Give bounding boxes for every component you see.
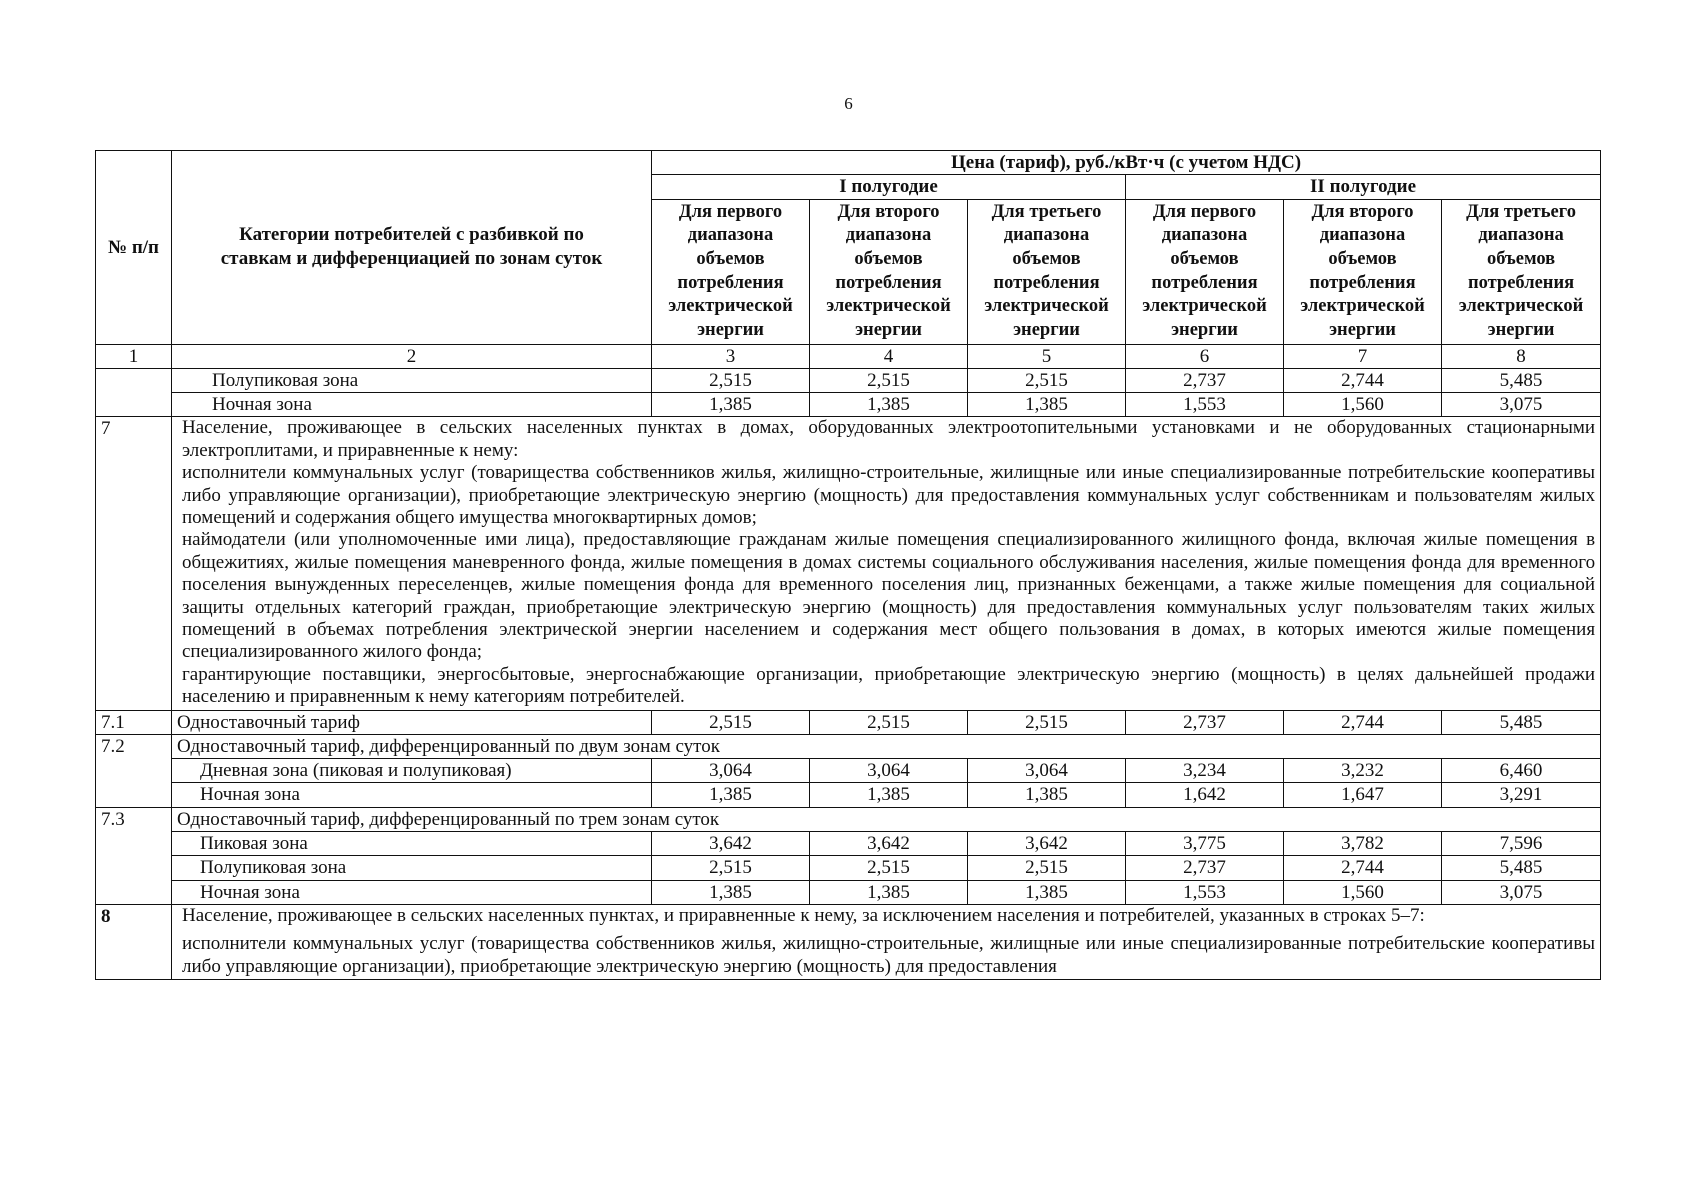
col-num-5: 5 [968,344,1126,368]
value-cell: 2,515 [968,710,1126,734]
value-cell: 1,385 [652,880,810,904]
value-cell: 2,515 [810,368,968,392]
table-row [96,368,1601,392]
header-range-4: Для первого диапазона объемов потребления электрической энергии [1126,199,1284,344]
row-label: Одноставочный тариф, дифференцированный по трем зонам суток [172,807,1601,831]
value-cell: 3,234 [1126,759,1284,783]
value-cell: 2,737 [1126,710,1284,734]
value-cell: 3,642 [810,831,968,855]
value-cell: 1,385 [652,783,810,807]
row-label: Полупиковая зона [172,856,652,880]
value-cell: 1,385 [810,783,968,807]
row-label: Ночная зона [172,880,652,904]
value-cell: 2,515 [968,368,1126,392]
value-cell: 1,560 [1284,880,1442,904]
table-row [96,856,1601,880]
table-row [96,831,1601,855]
value-cell: 2,515 [968,856,1126,880]
header-range-6: Для третьего диапазона объемов потребления электрической энергии [1442,199,1601,344]
paragraph: Население, проживающее в сельских населенных пунктах, и приравненные к нему, за исключением населения и потребителей, указанных в строках 5–7: [182,904,1425,926]
header-range-5: Для второго диапазона объемов потребления электрической энергии [1284,199,1442,344]
value-cell: 2,737 [1126,856,1284,880]
table-row [96,393,1601,417]
table-row [96,880,1601,904]
value-cell: 1,560 [1284,393,1442,417]
row-label: Одноставочный тариф, дифференцированный по двум зонам суток [172,734,1601,758]
header-no: № п/п [96,151,172,345]
value-cell: 2,515 [652,710,810,734]
table-row [96,783,1601,807]
value-cell: 3,064 [810,759,968,783]
row-label: Одноставочный тариф [172,710,652,734]
table-row [96,710,1601,734]
paragraph: гарантирующие поставщики, энергосбытовые, энергоснабжающие организации, приобретающие электрическую энергию (мощность) в целях дальнейшей продажи населению и приравненным к нему категориям потребителей. [182,663,1596,708]
col-num-8: 8 [1442,344,1601,368]
header-price: Цена (тариф), руб./кВт·ч (с учетом НДС) [652,151,1601,175]
table-row [96,807,1601,831]
value-cell: 3,642 [652,831,810,855]
value-cell: 7,596 [1442,831,1601,855]
row-label: Ночная зона [172,783,652,807]
value-cell: 1,642 [1126,783,1284,807]
col-num-6: 6 [1126,344,1284,368]
header-half2: II полугодие [1126,175,1601,199]
col-num-7: 7 [1284,344,1442,368]
value-cell: 1,647 [1284,783,1442,807]
table-row [96,759,1601,783]
value-cell: 2,515 [810,856,968,880]
value-cell: 5,485 [1442,368,1601,392]
header-range-2: Для второго диапазона объемов потребления электрической энергии [810,199,968,344]
value-cell: 5,485 [1442,856,1601,880]
row-number: 7 [96,417,172,710]
row-label: Ночная зона [172,393,652,417]
value-cell: 1,385 [810,393,968,417]
section-7-row [96,417,1601,710]
value-cell: 2,515 [652,368,810,392]
value-cell: 3,075 [1442,393,1601,417]
value-cell: 2,744 [1284,856,1442,880]
col-num-3: 3 [652,344,810,368]
header-category: Категории потребителей с разбивкой по ставкам и дифференциацией по зонам суток [172,151,652,345]
page-number: 6 [844,94,853,113]
value-cell: 2,515 [652,856,810,880]
paragraph: наймодатели (или уполномоченные ими лица), предоставляющие гражданам жилые помещения специализированного жилищного фонда, включая жилые помещения в общежитиях, жилые помещения маневренного фонда, жилые помещения в домах системы социального обслуживания населения, жилые помещения фонда для временного поселения вынужденных переселенцев, жилые помещения фонда для временного поселения лиц, признанных беженцами, а также жилые помещения для социальной защиты отдельных категорий граждан, приобретающие электрическую энергию (мощность) для предоставления коммунальных услуг пользователям таких жилых помещений в объемах потребления электрической энергии населением и содержания мест общего пользования в домах, в которых имеются жилые помещения специализированного жилого фонда; [182,529,1596,663]
col-num-4: 4 [810,344,968,368]
row-label: Пиковая зона [172,831,652,855]
paragraph: исполнители коммунальных услуг (товарищества собственников жилья, жилищно-строительные, жилищные или иные специализированные потребительские кооперативы либо управляющие организации), приобретающие электрическую энергию (мощность) для предоставления коммунальных услуг собственникам и пользователям жилых помещений и содержания общего имущества многоквартирных домов; [182,462,1596,528]
value-cell: 2,744 [1284,710,1442,734]
row-number: 7.2 [96,734,172,807]
section-8-text [172,904,1601,979]
header-range-1: Для первого диапазона объемов потребления электрической энергии [652,199,810,344]
value-cell: 1,553 [1126,880,1284,904]
value-cell: 2,515 [810,710,968,734]
row-number: 7.1 [96,710,172,734]
value-cell: 1,385 [652,393,810,417]
row-label: Полупиковая зона [172,368,652,392]
section-7-text [172,417,1601,710]
value-cell: 3,064 [652,759,810,783]
value-cell: 3,642 [968,831,1126,855]
table-row [96,734,1601,758]
value-cell: 6,460 [1442,759,1601,783]
value-cell: 3,064 [968,759,1126,783]
row-number: 8 [96,904,172,979]
value-cell: 5,485 [1442,710,1601,734]
col-num-2: 2 [172,344,652,368]
value-cell: 1,385 [810,880,968,904]
value-cell: 1,385 [968,783,1126,807]
row-label: Дневная зона (пиковая и полупиковая) [172,759,652,783]
value-cell: 3,232 [1284,759,1442,783]
section-8-row [96,904,1601,979]
col-num-1: 1 [96,344,172,368]
value-cell: 1,553 [1126,393,1284,417]
value-cell: 1,385 [968,393,1126,417]
header-range-3: Для третьего диапазона объемов потребления электрической энергии [968,199,1126,344]
value-cell: 3,291 [1442,783,1601,807]
value-cell: 3,782 [1284,831,1442,855]
tariff-table [95,150,1601,980]
paragraph: Население, проживающее в сельских населенных пунктах в домах, оборудованных электроотопительными установками и не оборудованных стационарными электроплитами, и приравненные к нему: [182,417,1596,461]
row-number: 7.3 [96,807,172,904]
value-cell: 2,744 [1284,368,1442,392]
header-half1: I полугодие [652,175,1126,199]
value-cell: 1,385 [968,880,1126,904]
value-cell: 3,775 [1126,831,1284,855]
paragraph: исполнители коммунальных услуг (товарищества собственников жилья, жилищно-строительные, жилищные или иные специализированные потребительские кооперативы либо управляющие организации), приобретающие электрическую энергию (мощность) для предоставления [182,933,1596,977]
value-cell: 3,075 [1442,880,1601,904]
value-cell: 2,737 [1126,368,1284,392]
